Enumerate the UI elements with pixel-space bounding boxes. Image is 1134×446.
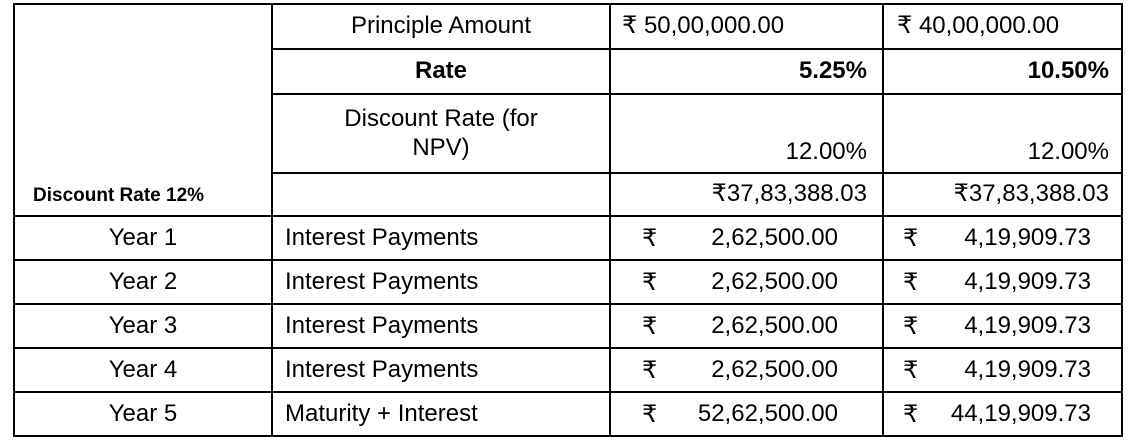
amount-a-value: 52,62,500.00 (697, 399, 838, 427)
discount-rate-side-label: Discount Rate 12% (33, 184, 205, 206)
discount-rate-label-line2: NPV) (412, 133, 470, 161)
amount-a-value: 2,62,500.00 (711, 267, 838, 295)
table-border-bottom (13, 435, 1123, 437)
rupee-icon: ₹ (642, 355, 658, 384)
rupee-icon: ₹ (642, 223, 658, 252)
year-label: Year 1 (108, 223, 178, 251)
principal-b: ₹ 40,00,000.00 (897, 12, 1060, 40)
amount-a (642, 217, 838, 259)
year-label: Year 3 (108, 311, 178, 339)
table-border-right (1121, 3, 1123, 437)
amount-b (903, 305, 1091, 347)
rupee-icon: ₹ (903, 311, 919, 340)
amount-a-value: 2,62,500.00 (711, 355, 838, 383)
rupee-icon: ₹ (642, 311, 658, 340)
discount-rate-a: 12.00% (785, 137, 867, 165)
rupee-icon: ₹ (642, 267, 658, 296)
amount-b (903, 261, 1091, 303)
amount-b-value: 44,19,909.73 (950, 399, 1091, 427)
year-label: Year 5 (108, 399, 178, 427)
year-label: Year 4 (108, 355, 178, 383)
rupee-icon: ₹ (903, 267, 919, 296)
rate-label: Rate (414, 57, 468, 85)
rupee-icon: ₹ (642, 399, 658, 428)
discount-rate-label-line1: Discount Rate (for (344, 104, 538, 132)
npv-a: ₹37,83,388.03 (711, 180, 867, 208)
amount-a (642, 393, 838, 435)
row-description: Maturity + Interest (285, 399, 478, 427)
rate-a: 5.25% (798, 57, 867, 85)
row-description: Interest Payments (285, 223, 479, 251)
rupee-icon: ₹ (903, 399, 919, 428)
principal-label: Principle Amount (350, 12, 532, 40)
rupee-icon: ₹ (903, 355, 919, 384)
amount-b-value: 4,19,909.73 (964, 355, 1091, 383)
amount-b-value: 4,19,909.73 (964, 311, 1091, 339)
amount-a-value: 2,62,500.00 (711, 223, 838, 251)
amount-b (903, 349, 1091, 391)
row-description: Interest Payments (285, 355, 479, 383)
row-description: Interest Payments (285, 311, 479, 339)
principal-a: ₹ 50,00,000.00 (622, 12, 785, 40)
row-description: Interest Payments (285, 267, 479, 295)
amount-b (903, 393, 1091, 435)
discount-rate-b: 12.00% (1027, 137, 1109, 165)
discount-rate-label (273, 95, 609, 172)
year-label: Year 2 (108, 267, 178, 295)
amount-b-value: 4,19,909.73 (964, 223, 1091, 251)
amount-a-value: 2,62,500.00 (711, 311, 838, 339)
amount-a (642, 261, 838, 303)
amount-b (903, 217, 1091, 259)
amount-a (642, 349, 838, 391)
rupee-icon: ₹ (903, 223, 919, 252)
rate-b: 10.50% (1027, 57, 1109, 85)
npv-b: ₹37,83,388.03 (953, 180, 1109, 208)
amount-b-value: 4,19,909.73 (964, 267, 1091, 295)
amount-a (642, 305, 838, 347)
